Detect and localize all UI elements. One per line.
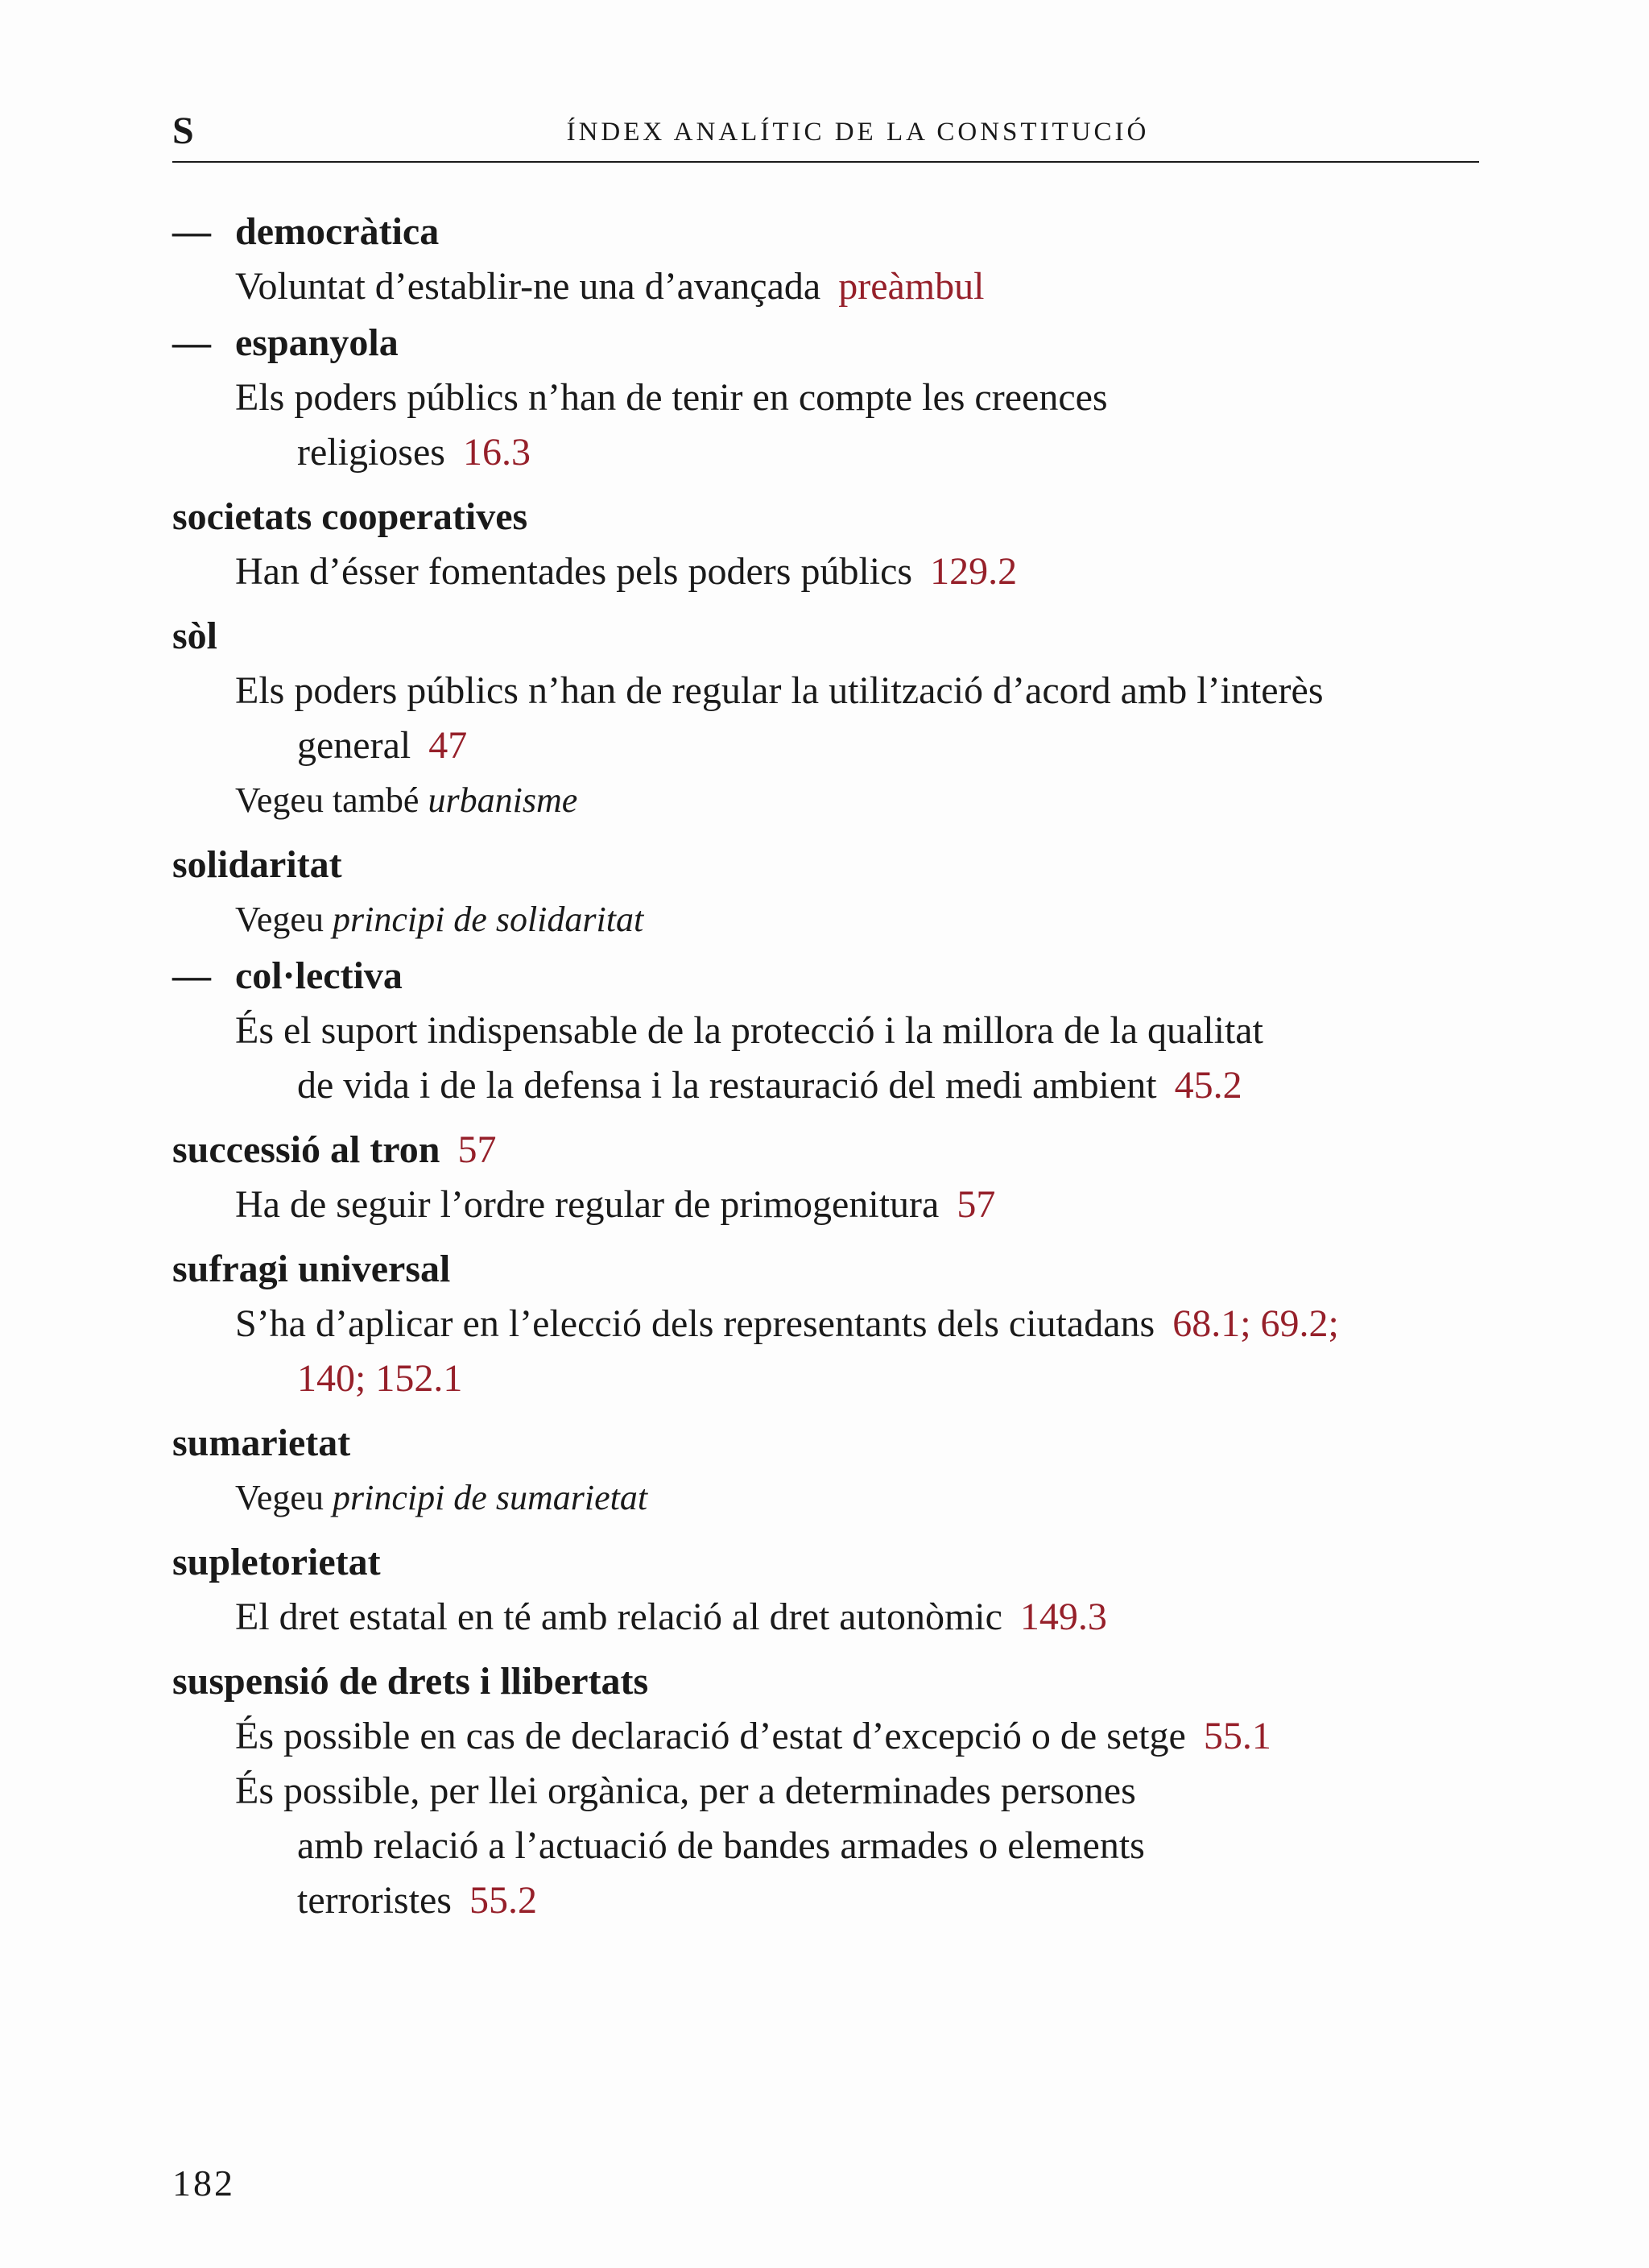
em-dash: — — [172, 954, 211, 997]
index-line-continuation — [172, 425, 1493, 480]
index-term: suspensió de drets i llibertats — [172, 1660, 649, 1703]
index-line — [172, 259, 1493, 314]
entry-societats-cooperatives — [172, 490, 1493, 544]
article-reference: 55.1 — [1203, 1715, 1271, 1757]
index-line — [172, 1590, 1493, 1645]
index-term: solidaritat — [172, 843, 342, 886]
entry-successio-al-tron — [172, 1123, 1493, 1177]
article-reference: 68.1; 69.2; — [1172, 1302, 1339, 1345]
article-reference: preàmbul — [838, 265, 985, 308]
index-term: sòl — [172, 615, 218, 657]
see-label: Vegeu — [235, 900, 324, 939]
index-term: supletorietat — [172, 1541, 381, 1583]
index-subterm: espanyola — [235, 321, 399, 364]
cross-reference — [172, 773, 1493, 828]
index-subterm: democràtica — [235, 210, 440, 253]
index-entries — [172, 205, 1493, 1928]
entry-sumarietat — [172, 1416, 1493, 1471]
article-reference: 45.2 — [1174, 1064, 1242, 1107]
cross-reference — [172, 892, 1493, 947]
see-also-target: urbanisme — [428, 780, 578, 820]
index-line-continuation — [172, 1819, 1493, 1873]
entry-suspensio-de-drets — [172, 1654, 1493, 1709]
running-head — [172, 110, 1479, 163]
subentry-collectiva — [172, 949, 1493, 1004]
entry-text: Els poders públics n’han de regular la utilització d’acord amb l’interès — [235, 669, 1324, 712]
entry-text: amb relació a l’actuació de bandes armades o elements — [297, 1824, 1145, 1867]
index-line-continuation — [172, 1873, 1493, 1928]
em-dash: — — [172, 321, 211, 364]
entry-text: terroristes — [297, 1879, 452, 1922]
subentry-espanyola — [172, 316, 1493, 370]
article-reference: 129.2 — [930, 550, 1018, 593]
entry-text: És el suport indispensable de la protecció i la millora de la qualitat — [235, 1009, 1263, 1052]
see-target: principi de sumarietat — [332, 1478, 648, 1517]
entry-sufragi-universal — [172, 1242, 1493, 1297]
entry-text: Voluntat d’establir-ne una d’avançada — [235, 265, 821, 308]
index-subterm: col·lectiva — [235, 954, 403, 997]
entry-text: general — [297, 724, 411, 767]
article-reference: 55.2 — [469, 1879, 537, 1922]
article-reference: 149.3 — [1019, 1595, 1107, 1638]
index-line — [172, 1709, 1493, 1764]
index-line — [172, 370, 1493, 425]
entry-text: S’ha d’aplicar en l’elecció dels representants dels ciutadans — [235, 1302, 1155, 1345]
entry-text: Els poders públics n’han de tenir en compte les creences — [235, 376, 1108, 419]
index-line — [172, 1177, 1493, 1232]
page-number: 182 — [172, 2162, 235, 2204]
index-line — [172, 1004, 1493, 1058]
entry-solidaritat — [172, 838, 1493, 892]
index-line-continuation — [172, 718, 1493, 773]
entry-supletorietat — [172, 1535, 1493, 1590]
article-reference: 57 — [957, 1183, 996, 1226]
entry-text: El dret estatal en té amb relació al dret autonòmic — [235, 1595, 1002, 1638]
see-also-label: Vegeu també — [235, 780, 419, 820]
cross-reference — [172, 1471, 1493, 1525]
em-dash: — — [172, 210, 211, 253]
running-head-title: ÍNDEX ANALÍTIC DE LA CONSTITUCIÓ — [566, 118, 1150, 147]
index-line-continuation — [172, 1351, 1493, 1406]
index-line — [172, 664, 1493, 718]
index-line — [172, 1764, 1493, 1819]
see-label: Vegeu — [235, 1478, 324, 1517]
section-letter: S — [172, 110, 194, 152]
entry-text: Ha de seguir l’ordre regular de primogenitura — [235, 1183, 940, 1226]
article-reference: 47 — [428, 724, 468, 767]
entry-text: Han d’ésser fomentades pels poders públics — [235, 550, 913, 593]
subentry-democratica — [172, 205, 1493, 259]
index-term: societats cooperatives — [172, 495, 528, 538]
index-line-continuation — [172, 1058, 1493, 1113]
entry-text: religioses — [297, 431, 445, 474]
see-target: principi de solidaritat — [332, 900, 644, 939]
index-term: sumarietat — [172, 1422, 351, 1464]
entry-text: És possible en cas de declaració d’estat d’excepció o de setge — [235, 1715, 1186, 1757]
article-reference: 140; 152.1 — [297, 1357, 463, 1400]
index-line — [172, 544, 1493, 599]
article-reference: 57 — [457, 1128, 497, 1171]
article-reference: 16.3 — [462, 431, 531, 474]
entry-text: És possible, per llei orgànica, per a determinades persones — [235, 1769, 1136, 1812]
index-line — [172, 1297, 1493, 1351]
index-term: sufragi universal — [172, 1248, 451, 1290]
entry-text: de vida i de la defensa i la restauració del medi ambient — [297, 1064, 1157, 1107]
index-term: successió al tron — [172, 1128, 440, 1171]
entry-sol — [172, 609, 1493, 664]
